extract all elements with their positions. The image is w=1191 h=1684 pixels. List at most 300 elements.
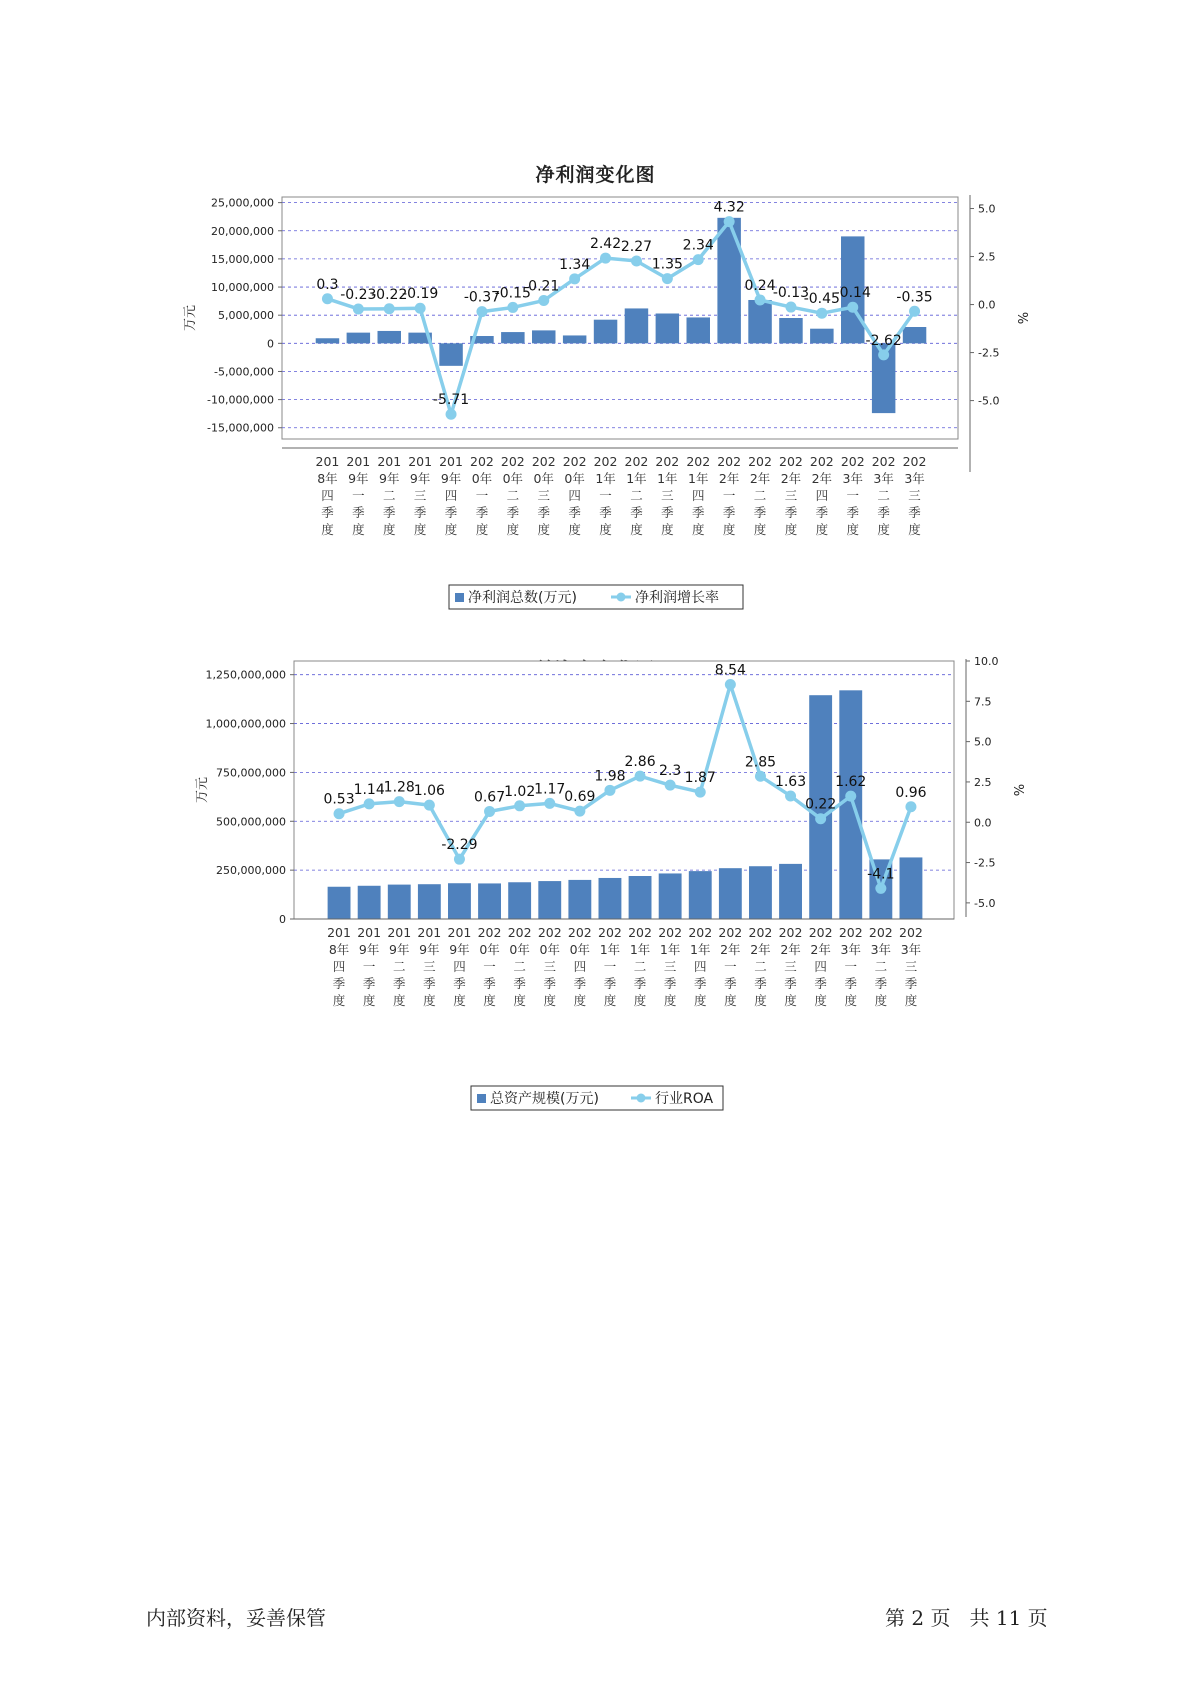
x-tick-label: 202 (718, 925, 743, 940)
y-axis-label-left: 万元 (195, 776, 210, 804)
x-tick-label: 202 (809, 454, 834, 469)
x-tick-label: 度 (661, 522, 674, 537)
x-tick-label: 202 (902, 454, 927, 469)
legend-swatch-bar (455, 593, 464, 602)
x-tick-label: 0年 (471, 471, 493, 486)
x-tick-label: 四 (693, 959, 707, 974)
x-tick-label: 三 (904, 959, 918, 974)
line-point (538, 295, 549, 306)
x-tick-label: 一 (362, 959, 376, 974)
y-tick-label-right: -5.0 (974, 896, 996, 910)
x-tick-label: 0年 (564, 471, 585, 486)
x-tick-label: 9年 (449, 942, 470, 957)
x-tick-label: 1年 (629, 942, 651, 957)
line-point (845, 791, 856, 802)
bar (478, 883, 501, 919)
x-tick-label: 9年 (440, 471, 462, 486)
x-tick-label: 3年 (904, 471, 925, 486)
y-tick-label-right: 0.0 (974, 816, 992, 830)
y-tick-label-right: -5.0 (978, 394, 1000, 408)
x-tick-label: 202 (686, 454, 711, 469)
x-tick-label: 度 (814, 993, 827, 1008)
x-tick-label: 三 (661, 488, 674, 503)
bar (388, 885, 411, 919)
data-label: -0.23 (340, 286, 377, 303)
y-tick-label-left: -15,000,000 (207, 421, 274, 435)
x-tick-label: 季 (663, 976, 677, 991)
x-tick-label: 一 (352, 488, 365, 503)
data-label: 1.98 (594, 768, 626, 785)
x-tick-label: 度 (693, 993, 707, 1008)
bar (594, 320, 617, 344)
bar (629, 876, 652, 919)
data-label: 0.53 (323, 791, 355, 808)
x-tick-label: 度 (753, 522, 767, 537)
data-label: 1.34 (559, 256, 591, 273)
bar (779, 864, 802, 919)
bar (839, 690, 862, 919)
x-tick-label: 202 (624, 454, 649, 469)
x-tick-label: 201 (377, 454, 402, 469)
x-tick-label: 一 (724, 959, 737, 974)
x-tick-label: 季 (321, 505, 334, 520)
data-label: -0.15 (494, 285, 531, 302)
x-tick-label: 度 (754, 993, 767, 1008)
x-tick-label: 度 (392, 993, 406, 1008)
line-point (875, 883, 886, 894)
x-tick-label: 季 (382, 505, 396, 520)
line-point (631, 255, 642, 266)
line-point (815, 813, 826, 824)
footer-confidential-note: 内部资料，妥善保管 (146, 1606, 326, 1630)
x-tick-label: 度 (382, 522, 396, 537)
y-tick-label-right: 7.5 (974, 695, 992, 709)
x-tick-label: 一 (603, 959, 617, 974)
x-tick-label: 1年 (690, 942, 711, 957)
data-label: -0.37 (463, 289, 501, 306)
line-point (847, 302, 858, 313)
x-tick-label: 季 (392, 976, 406, 991)
y-tick-label-left: 10,000,000 (211, 281, 274, 295)
x-tick-label: 202 (840, 454, 865, 469)
data-label: 1.87 (684, 770, 716, 787)
x-tick-label: 二 (874, 959, 888, 974)
bar (563, 335, 586, 343)
x-tick-label: 202 (537, 925, 562, 940)
x-tick-label: 202 (655, 454, 680, 469)
x-tick-label: 度 (691, 522, 705, 537)
x-tick-label: 一 (483, 959, 496, 974)
x-tick-label: 9年 (409, 471, 431, 486)
x-tick-label: 度 (362, 993, 376, 1008)
x-tick-label: 1年 (657, 471, 678, 486)
x-tick-label: 季 (483, 976, 496, 991)
x-tick-label: 202 (507, 925, 532, 940)
x-tick-label: 202 (593, 454, 618, 469)
bar (418, 884, 441, 919)
y-tick-label-left: 15,000,000 (211, 252, 274, 266)
data-label: -0.35 (896, 289, 933, 306)
line-point (755, 294, 766, 305)
net-profit-chart (0, 160, 1191, 620)
line-point (424, 800, 435, 811)
x-tick-label: 季 (633, 976, 647, 991)
data-label: 8.54 (714, 662, 746, 679)
x-tick-label: 季 (784, 976, 797, 991)
x-tick-label: 二 (877, 488, 890, 503)
x-tick-label: 季 (904, 976, 918, 991)
data-label: -2.62 (865, 332, 902, 349)
x-tick-label: 2年 (780, 471, 802, 486)
line-point (695, 787, 706, 798)
line-point (909, 306, 920, 317)
x-tick-label: 季 (630, 505, 643, 520)
x-tick-label: 季 (814, 976, 827, 991)
data-label: 1.62 (835, 774, 867, 791)
x-tick-label: 度 (846, 522, 860, 537)
x-tick-label: 3年 (873, 471, 894, 486)
x-tick-label: 季 (815, 505, 829, 520)
data-label: -5.71 (432, 392, 470, 409)
legend-label-line: 行业ROA (655, 1091, 714, 1107)
line-point (693, 254, 704, 265)
x-tick-label: 201 (315, 454, 340, 469)
x-tick-label: 季 (352, 505, 365, 520)
x-tick-label: 度 (568, 522, 581, 537)
x-tick-label: 度 (908, 522, 921, 537)
x-tick-label: 度 (573, 993, 587, 1008)
x-tick-label: 二 (392, 959, 406, 974)
line-point (600, 253, 611, 264)
x-tick-label: 一 (844, 959, 858, 974)
bar (328, 887, 351, 919)
data-label: 1.02 (504, 783, 536, 800)
x-tick-label: 季 (754, 976, 767, 991)
x-tick-label: 一 (599, 488, 612, 503)
data-label: -0.14 (834, 285, 871, 302)
x-tick-label: 三 (784, 959, 797, 974)
x-tick-label: 度 (904, 993, 918, 1008)
x-tick-label: 201 (417, 925, 442, 940)
x-tick-label: 季 (453, 976, 466, 991)
x-tick-label: 度 (444, 522, 458, 537)
x-tick-label: 202 (808, 925, 833, 940)
y-tick-label-right: 10.0 (974, 655, 999, 668)
x-tick-label: 1年 (659, 942, 681, 957)
x-tick-label: 2年 (810, 942, 831, 957)
y-tick-label-left: 1,250,000,000 (205, 668, 286, 682)
x-tick-label: 2年 (720, 942, 741, 957)
data-label: -0.13 (772, 285, 810, 302)
x-tick-label: 202 (470, 454, 494, 469)
line-point (322, 293, 333, 304)
data-label: 0.69 (564, 789, 596, 806)
line-point (514, 800, 525, 811)
legend-label-bar: 净利润总数(万元) (468, 590, 577, 606)
x-tick-label: 季 (543, 976, 557, 991)
data-label: 1.28 (383, 779, 415, 796)
x-tick-label: 1年 (626, 471, 647, 486)
x-tick-label: 三 (543, 959, 557, 974)
legend (449, 585, 743, 609)
line-point (484, 806, 495, 817)
bar (448, 883, 471, 919)
x-tick-label: 季 (513, 976, 526, 991)
x-tick-label: 2年 (811, 471, 833, 486)
data-label: 1.17 (534, 781, 566, 798)
x-tick-label: 季 (722, 505, 736, 520)
data-label: 1.35 (651, 256, 683, 273)
line-point (662, 273, 673, 284)
x-tick-label: 季 (362, 976, 376, 991)
y-tick-label-left: 20,000,000 (211, 224, 274, 238)
x-tick-label: 度 (423, 993, 436, 1008)
x-tick-label: 季 (874, 976, 888, 991)
y-tick-label-left: -10,000,000 (207, 393, 274, 407)
x-tick-label: 季 (724, 976, 737, 991)
y-tick-label-left: 250,000,000 (216, 864, 286, 878)
total-assets-chart (0, 655, 1191, 1125)
data-label: 4.32 (713, 199, 745, 216)
bar (689, 871, 712, 919)
line-point (724, 216, 735, 227)
data-label: 1.63 (774, 773, 807, 790)
x-tick-label: 二 (382, 488, 396, 503)
legend-swatch-point (637, 1094, 646, 1103)
x-tick-label: 202 (868, 925, 893, 940)
x-tick-label: 0年 (539, 942, 560, 957)
x-tick-label: 度 (413, 522, 427, 537)
bar (749, 866, 772, 919)
data-label: -0.45 (803, 291, 840, 308)
x-tick-label: 202 (778, 925, 803, 940)
x-tick-label: 201 (327, 925, 351, 940)
bar (656, 313, 679, 343)
x-tick-label: 二 (633, 959, 647, 974)
x-tick-label: 二 (630, 488, 643, 503)
x-tick-label: 202 (748, 925, 773, 940)
y-tick-label-right: -2.5 (974, 856, 996, 870)
net-profit-chart-svg (0, 160, 1191, 620)
bar (719, 868, 742, 919)
y-tick-label-right: 0.0 (978, 298, 996, 312)
x-tick-label: 三 (663, 959, 677, 974)
data-label: 2.85 (744, 754, 777, 771)
x-tick-label: 8年 (317, 471, 338, 486)
x-tick-label: 季 (568, 505, 581, 520)
x-tick-label: 二 (753, 488, 767, 503)
x-tick-label: 度 (506, 522, 520, 537)
legend (471, 1086, 723, 1110)
x-tick-label: 3年 (870, 942, 892, 957)
x-tick-label: 202 (779, 454, 803, 469)
y-axis-label-right: % (1010, 783, 1025, 797)
x-tick-label: 季 (693, 976, 707, 991)
line-point (569, 273, 580, 284)
legend-swatch-bar (477, 1094, 486, 1103)
x-tick-label: 一 (475, 488, 489, 503)
x-tick-label: 度 (874, 993, 888, 1008)
bar (316, 338, 339, 343)
data-label: 0.67 (473, 789, 506, 806)
x-tick-label: 季 (475, 505, 489, 520)
bar (748, 300, 771, 343)
x-tick-label: 季 (332, 976, 346, 991)
bar (538, 881, 561, 919)
x-tick-label: 季 (846, 505, 860, 520)
x-tick-label: 度 (483, 993, 496, 1008)
x-tick-label: 季 (599, 505, 612, 520)
line-point (755, 771, 766, 782)
x-tick-label: 9年 (358, 942, 380, 957)
x-tick-label: 度 (599, 522, 612, 537)
x-tick-label: 度 (724, 993, 737, 1008)
x-tick-label: 2年 (718, 471, 740, 486)
line-point (878, 349, 889, 360)
data-label: 2.27 (620, 238, 653, 255)
x-tick-label: 3年 (840, 942, 861, 957)
x-tick-label: 0年 (533, 471, 554, 486)
x-tick-label: 三 (784, 488, 798, 503)
y-tick-label-right: -2.5 (978, 346, 1000, 360)
data-label: -4.1 (867, 866, 895, 883)
bar (501, 332, 524, 343)
x-tick-label: 2年 (750, 942, 771, 957)
x-tick-label: 一 (846, 488, 860, 503)
y-tick-label-left: 0 (279, 913, 286, 926)
x-tick-label: 0年 (569, 942, 591, 957)
x-tick-label: 三 (537, 488, 551, 503)
footer-page-number: 第 2 页 共 11 页 (885, 1606, 1048, 1630)
y-tick-label-left: 1,000,000,000 (205, 717, 286, 731)
line-point (446, 409, 457, 420)
x-tick-label: 三 (423, 959, 436, 974)
line-point (476, 306, 487, 317)
bar (810, 329, 833, 344)
x-tick-label: 季 (603, 976, 617, 991)
x-tick-label: 三 (908, 488, 921, 503)
x-tick-label: 2年 (749, 471, 771, 486)
data-label: 2.34 (682, 237, 714, 254)
x-tick-label: 202 (477, 925, 502, 940)
bar (508, 882, 531, 919)
x-tick-label: 度 (543, 993, 557, 1008)
x-tick-label: 2年 (780, 942, 801, 957)
x-tick-label: 202 (567, 925, 592, 940)
x-tick-label: 202 (688, 925, 713, 940)
y-tick-label-left: 500,000,000 (216, 815, 286, 829)
data-label: 1.06 (413, 783, 445, 800)
x-tick-label: 季 (413, 505, 427, 520)
line-point (353, 303, 364, 314)
bar (687, 317, 710, 343)
x-tick-label: 度 (722, 522, 736, 537)
x-tick-label: 202 (531, 454, 556, 469)
x-tick-label: 四 (815, 488, 829, 503)
x-tick-label: 度 (633, 993, 647, 1008)
x-tick-label: 201 (346, 454, 371, 469)
x-tick-label: 季 (691, 505, 705, 520)
x-tick-label: 二 (513, 959, 526, 974)
y-axis-label-left: 万元 (183, 304, 198, 332)
legend-label-bar: 总资产规模(万元) (490, 1091, 599, 1107)
x-tick-label: 二 (506, 488, 520, 503)
bar (599, 878, 622, 919)
x-tick-label: 9年 (348, 471, 369, 486)
bar (903, 327, 926, 343)
line-point (507, 302, 518, 313)
x-tick-label: 202 (899, 925, 923, 940)
bar (900, 857, 923, 919)
y-tick-label-right: 5.0 (978, 202, 996, 216)
line-point (635, 771, 646, 782)
x-tick-label: 度 (630, 522, 643, 537)
x-tick-label: 202 (838, 925, 863, 940)
data-label: 2.86 (624, 754, 656, 771)
x-tick-label: 季 (753, 505, 767, 520)
x-tick-label: 季 (444, 505, 458, 520)
data-label: -0.22 (371, 286, 408, 303)
bar (347, 333, 370, 344)
x-tick-label: 度 (815, 522, 829, 537)
legend-label-line: 净利润增长率 (635, 590, 719, 606)
x-tick-label: 3年 (900, 942, 922, 957)
line-point (785, 790, 796, 801)
x-tick-label: 202 (628, 925, 652, 940)
x-tick-label: 四 (453, 959, 466, 974)
x-tick-label: 度 (332, 993, 346, 1008)
x-tick-label: 8年 (328, 942, 350, 957)
line-point (394, 796, 405, 807)
y-tick-label-left: 750,000,000 (216, 766, 286, 780)
data-label: 0.96 (895, 784, 927, 801)
x-tick-label: 季 (506, 505, 520, 520)
bar (378, 331, 401, 343)
x-tick-label: 202 (717, 454, 742, 469)
x-tick-label: 季 (537, 505, 551, 520)
bar (358, 886, 381, 919)
y-tick-label-right: 2.5 (978, 250, 996, 264)
x-tick-label: 0年 (479, 942, 500, 957)
x-tick-label: 四 (568, 488, 581, 503)
x-tick-label: 度 (877, 522, 890, 537)
x-tick-label: 度 (475, 522, 489, 537)
x-tick-label: 201 (357, 925, 382, 940)
x-tick-label: 202 (562, 454, 587, 469)
line-point (384, 303, 395, 314)
x-tick-label: 季 (877, 505, 890, 520)
line-point (604, 785, 615, 796)
x-tick-label: 0年 (502, 471, 524, 486)
x-tick-label: 201 (439, 454, 463, 469)
x-tick-label: 度 (603, 993, 617, 1008)
x-tick-label: 四 (814, 959, 827, 974)
x-tick-label: 季 (844, 976, 858, 991)
x-tick-label: 度 (784, 993, 797, 1008)
x-tick-label: 四 (444, 488, 458, 503)
x-tick-label: 四 (332, 959, 346, 974)
data-label: 2.3 (659, 763, 682, 780)
x-tick-label: 四 (691, 488, 705, 503)
y-tick-label-left: -5,000,000 (214, 365, 274, 379)
line-point (544, 798, 555, 809)
x-tick-label: 季 (573, 976, 587, 991)
x-tick-label: 度 (784, 522, 798, 537)
data-label: -2.29 (441, 837, 478, 854)
y-tick-label-right: 5.0 (974, 735, 992, 749)
x-tick-label: 度 (663, 993, 677, 1008)
bar (532, 330, 555, 343)
